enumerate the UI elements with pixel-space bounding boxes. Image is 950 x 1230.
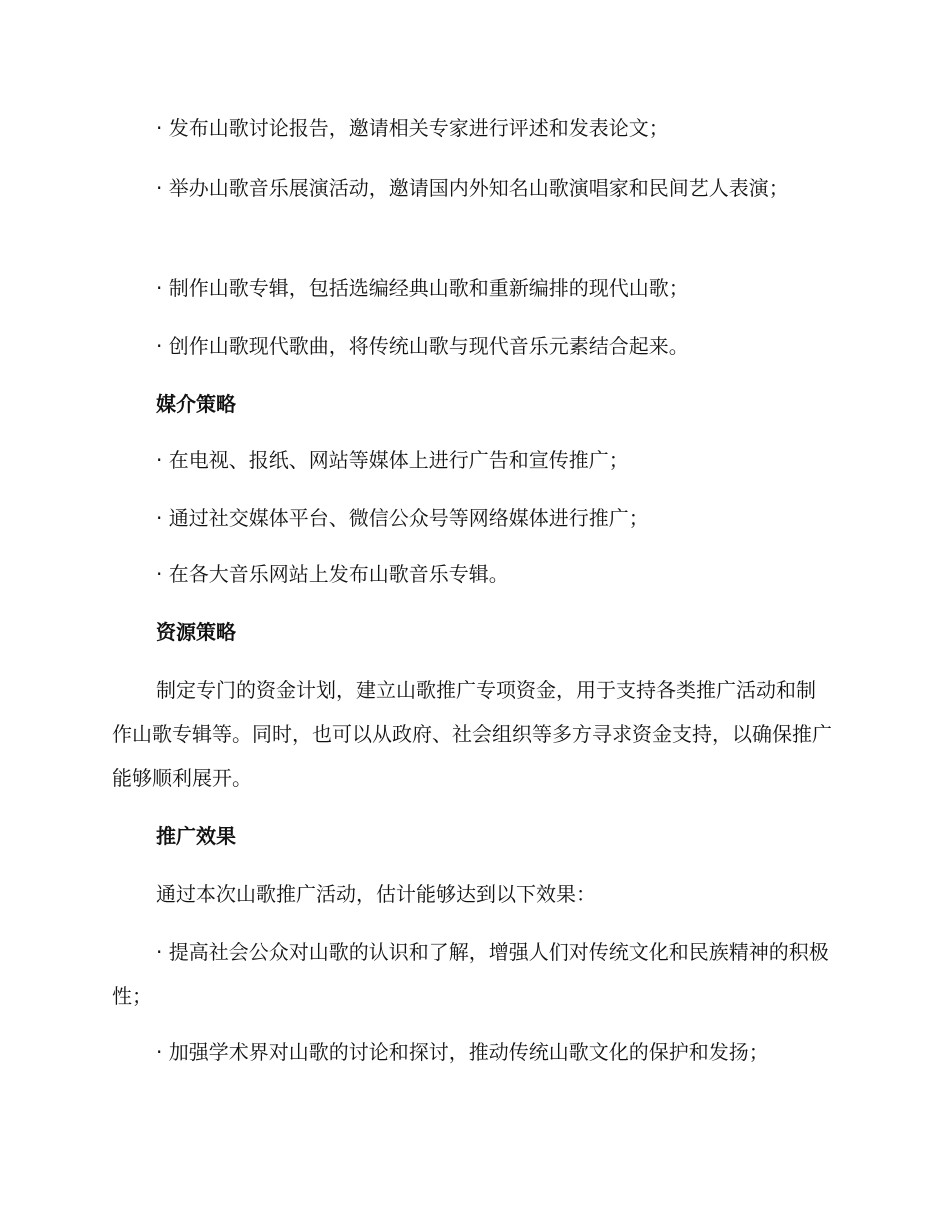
bullet-paragraph: · 通过社交媒体平台、微信公众号等网络媒体进行推广； <box>156 506 649 530</box>
bullet-paragraph: · 提高社会公众对山歌的认识和了解，增强人们对传统文化和民族精神的积极性； <box>112 940 829 1008</box>
bullet-paragraph: · 在电视、报纸、网站等媒体上进行广告和宣传推广； <box>156 448 629 472</box>
section-heading-resource-strategy: 资源策略 <box>156 620 236 644</box>
bullet-paragraph: · 举办山歌音乐展演活动，邀请国内外知名山歌演唱家和民间艺人表演； <box>156 176 789 200</box>
bullet-paragraph: · 创作山歌现代歌曲，将传统山歌与现代音乐元素结合起来。 <box>156 334 689 358</box>
bullet-paragraph: · 制作山歌专辑，包括选编经典山歌和重新编排的现代山歌； <box>156 276 689 300</box>
body-paragraph: 制定专门的资金计划，建立山歌推广专项资金，用于支持各类推广活动和制作山歌专辑等。同时，也可以从政府、社会组织等多方寻求资金支持，以确保推广能够顺利展开。 <box>112 678 832 790</box>
bullet-paragraph: · 在各大音乐网站上发布山歌音乐专辑。 <box>156 562 509 586</box>
bullet-paragraph: · 加强学术界对山歌的讨论和探讨，推动传统山歌文化的保护和发扬； <box>156 1040 769 1064</box>
bullet-paragraph: · 发布山歌讨论报告，邀请相关专家进行评述和发表论文； <box>156 116 669 140</box>
section-heading-media-strategy: 媒介策略 <box>156 392 236 416</box>
section-heading-promotion-effect: 推广效果 <box>156 824 236 848</box>
body-paragraph: 通过本次山歌推广活动，估计能够达到以下效果： <box>156 882 596 906</box>
